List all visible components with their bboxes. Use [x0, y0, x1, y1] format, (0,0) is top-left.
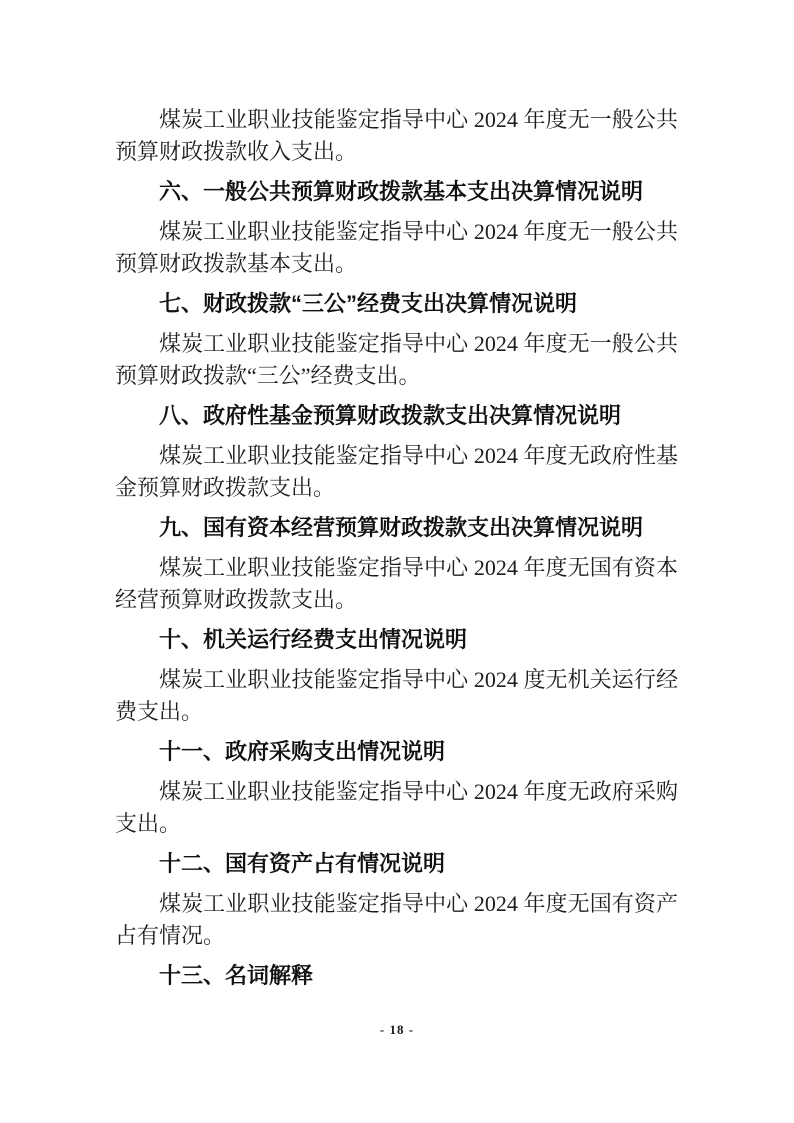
page-number: - 18 -: [379, 1022, 415, 1037]
body-paragraph: 煤炭工业职业技能鉴定指导中心 2024 年度无政府性基金预算财政拨款支出。: [115, 443, 678, 500]
section-heading: 十一、政府采购支出情况说明: [159, 739, 446, 764]
body-paragraph: 煤炭工业职业技能鉴定指导中心 2024 年度无国有资本经营预算财政拨款支出。: [115, 555, 678, 612]
section-heading: 十、机关运行经费支出情况说明: [159, 627, 468, 652]
section-heading: 十二、国有资产占有情况说明: [159, 851, 446, 876]
body-paragraph: 煤炭工业职业技能鉴定指导中心 2024 年度无一般公共预算财政拨款收入支出。: [115, 107, 678, 164]
section-heading: 九、国有资本经营预算财政拨款支出决算情况说明: [159, 515, 644, 540]
section-heading: 七、财政拨款“三公”经费支出决算情况说明: [159, 291, 578, 316]
body-paragraph: 煤炭工业职业技能鉴定指导中心 2024 年度无一般公共预算财政拨款基本支出。: [115, 219, 678, 276]
body-paragraph: 煤炭工业职业技能鉴定指导中心 2024 年度无一般公共预算财政拨款“三公”经费支出。: [115, 331, 678, 388]
body-paragraph: 煤炭工业职业技能鉴定指导中心 2024 年度无政府采购支出。: [115, 779, 678, 836]
document-content: [115, 104, 678, 1000]
section-heading: 八、政府性基金预算财政拨款支出决算情况说明: [159, 403, 622, 428]
body-paragraph: 煤炭工业职业技能鉴定指导中心 2024 年度无国有资产占有情况。: [115, 891, 678, 948]
body-paragraph: 煤炭工业职业技能鉴定指导中心 2024 度无机关运行经费支出。: [115, 667, 678, 724]
section-heading: 六、一般公共预算财政拨款基本支出决算情况说明: [159, 179, 644, 204]
section-heading: 十三、名词解释: [159, 963, 314, 988]
